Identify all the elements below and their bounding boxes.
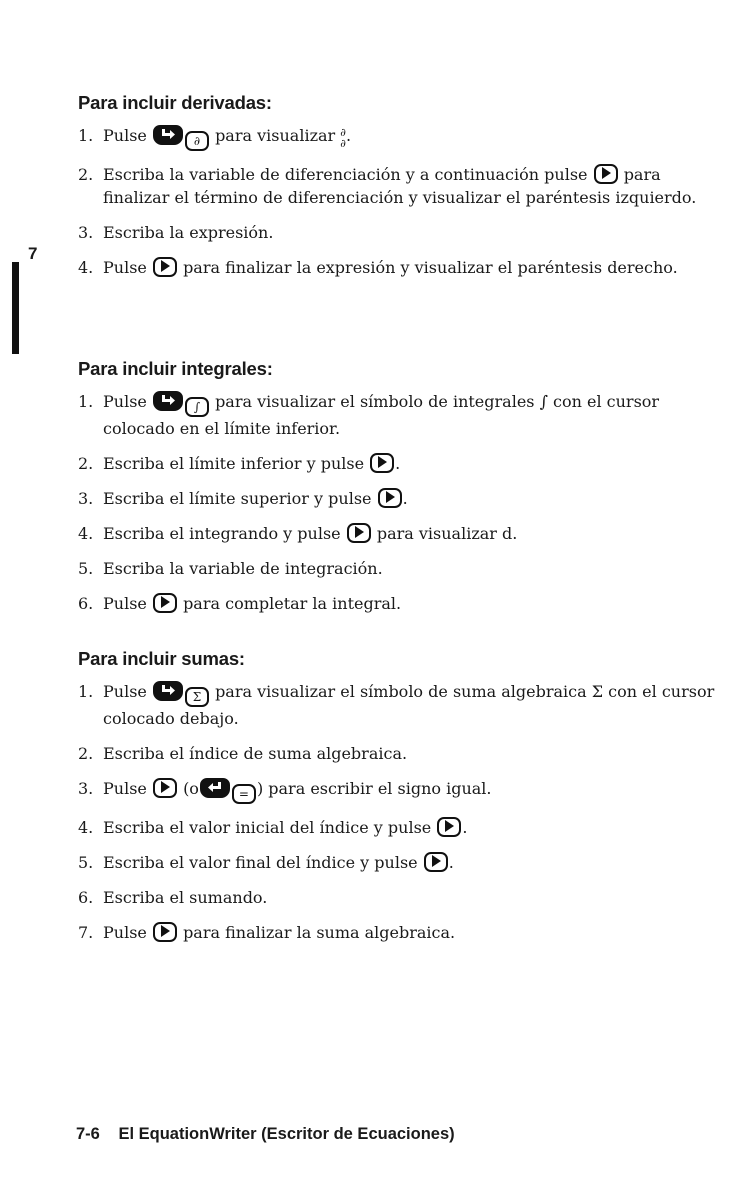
list-item: 6. Escriba el sumando. [78, 888, 268, 907]
footer-title: El EquationWriter (Escritor de Ecuaciones) [118, 1125, 455, 1143]
section-derivadas [78, 92, 718, 291]
right-arrow-key-icon [347, 523, 371, 543]
list-item: 3. Pulse (o = ) para escribir el signo igual. [78, 777, 718, 804]
list-item: 1. Pulse Σ para visualizar el símbolo de suma algebraica Σ con el cursor colocado debajo. [78, 682, 715, 728]
heading-integrales: Para incluir integrales: [78, 358, 273, 379]
right-arrow-key-icon [153, 593, 177, 613]
list-item: 3. Escriba el límite superior y pulse . [78, 489, 408, 508]
steps-derivadas [78, 124, 718, 279]
right-shift-key-icon [153, 125, 183, 145]
list-item: 4. Escriba el integrando y pulse para visualizar d. [78, 524, 518, 543]
list-item: 4. Pulse para finalizar la expresión y visualizar el paréntesis derecho. [78, 258, 678, 277]
sigma-key-icon: Σ [185, 687, 209, 707]
chapter-tab-bar [12, 262, 19, 354]
section-integrales [78, 358, 718, 627]
partial-key-icon: ∂ [185, 131, 209, 151]
chapter-number: 7 [28, 244, 38, 263]
list-item: 4. Escriba el valor inicial del índice y pulse . [78, 818, 468, 837]
steps-integrales [78, 390, 718, 615]
steps-sumas [78, 680, 718, 944]
right-shift-key-icon [153, 391, 183, 411]
left-shift-key-icon [200, 778, 230, 798]
list-item: 2. Escriba el límite inferior y pulse . [78, 454, 401, 473]
right-arrow-key-icon [153, 778, 177, 798]
list-item: 7. Pulse para finalizar la suma algebraica. [78, 923, 456, 942]
page-number: 7-6 [76, 1125, 100, 1143]
list-item: 3. Escriba la expresión. [78, 223, 274, 242]
equals-key-icon: = [232, 784, 256, 804]
list-item: 2. Escriba el índice de suma algebraica. [78, 744, 408, 763]
list-item: 5. Escriba la variable de integración. [78, 559, 383, 578]
right-arrow-key-icon [378, 488, 402, 508]
right-arrow-key-icon [370, 453, 394, 473]
right-arrow-key-icon [153, 922, 177, 942]
list-item: 5. Escriba el valor final del índice y pulse . [78, 853, 454, 872]
list-item: 6. Pulse para completar la integral. [78, 594, 402, 613]
right-arrow-key-icon [437, 817, 461, 837]
heading-derivadas: Para incluir derivadas: [78, 92, 272, 113]
right-shift-key-icon [153, 681, 183, 701]
section-sumas [78, 648, 718, 956]
right-arrow-key-icon [594, 164, 618, 184]
page-footer [76, 1125, 455, 1144]
right-arrow-key-icon [424, 852, 448, 872]
list-item: 2. Escriba la variable de diferenciación y a continuación pulse para finalizar el término de diferenciación y visualizar el paréntesis izquierdo. [78, 165, 697, 207]
list-item: 1. Pulse ∂ para visualizar ∂ ∂ . [78, 126, 352, 150]
heading-sumas: Para incluir sumas: [78, 648, 245, 669]
list-item: 1. Pulse ∫ para visualizar el símbolo de integrales ∫ con el cursor colocado en el límite inferior. [78, 392, 660, 438]
right-arrow-key-icon [153, 257, 177, 277]
partial-derivative-symbol: ∂ ∂ [340, 126, 346, 150]
integral-key-icon: ∫ [185, 397, 209, 417]
